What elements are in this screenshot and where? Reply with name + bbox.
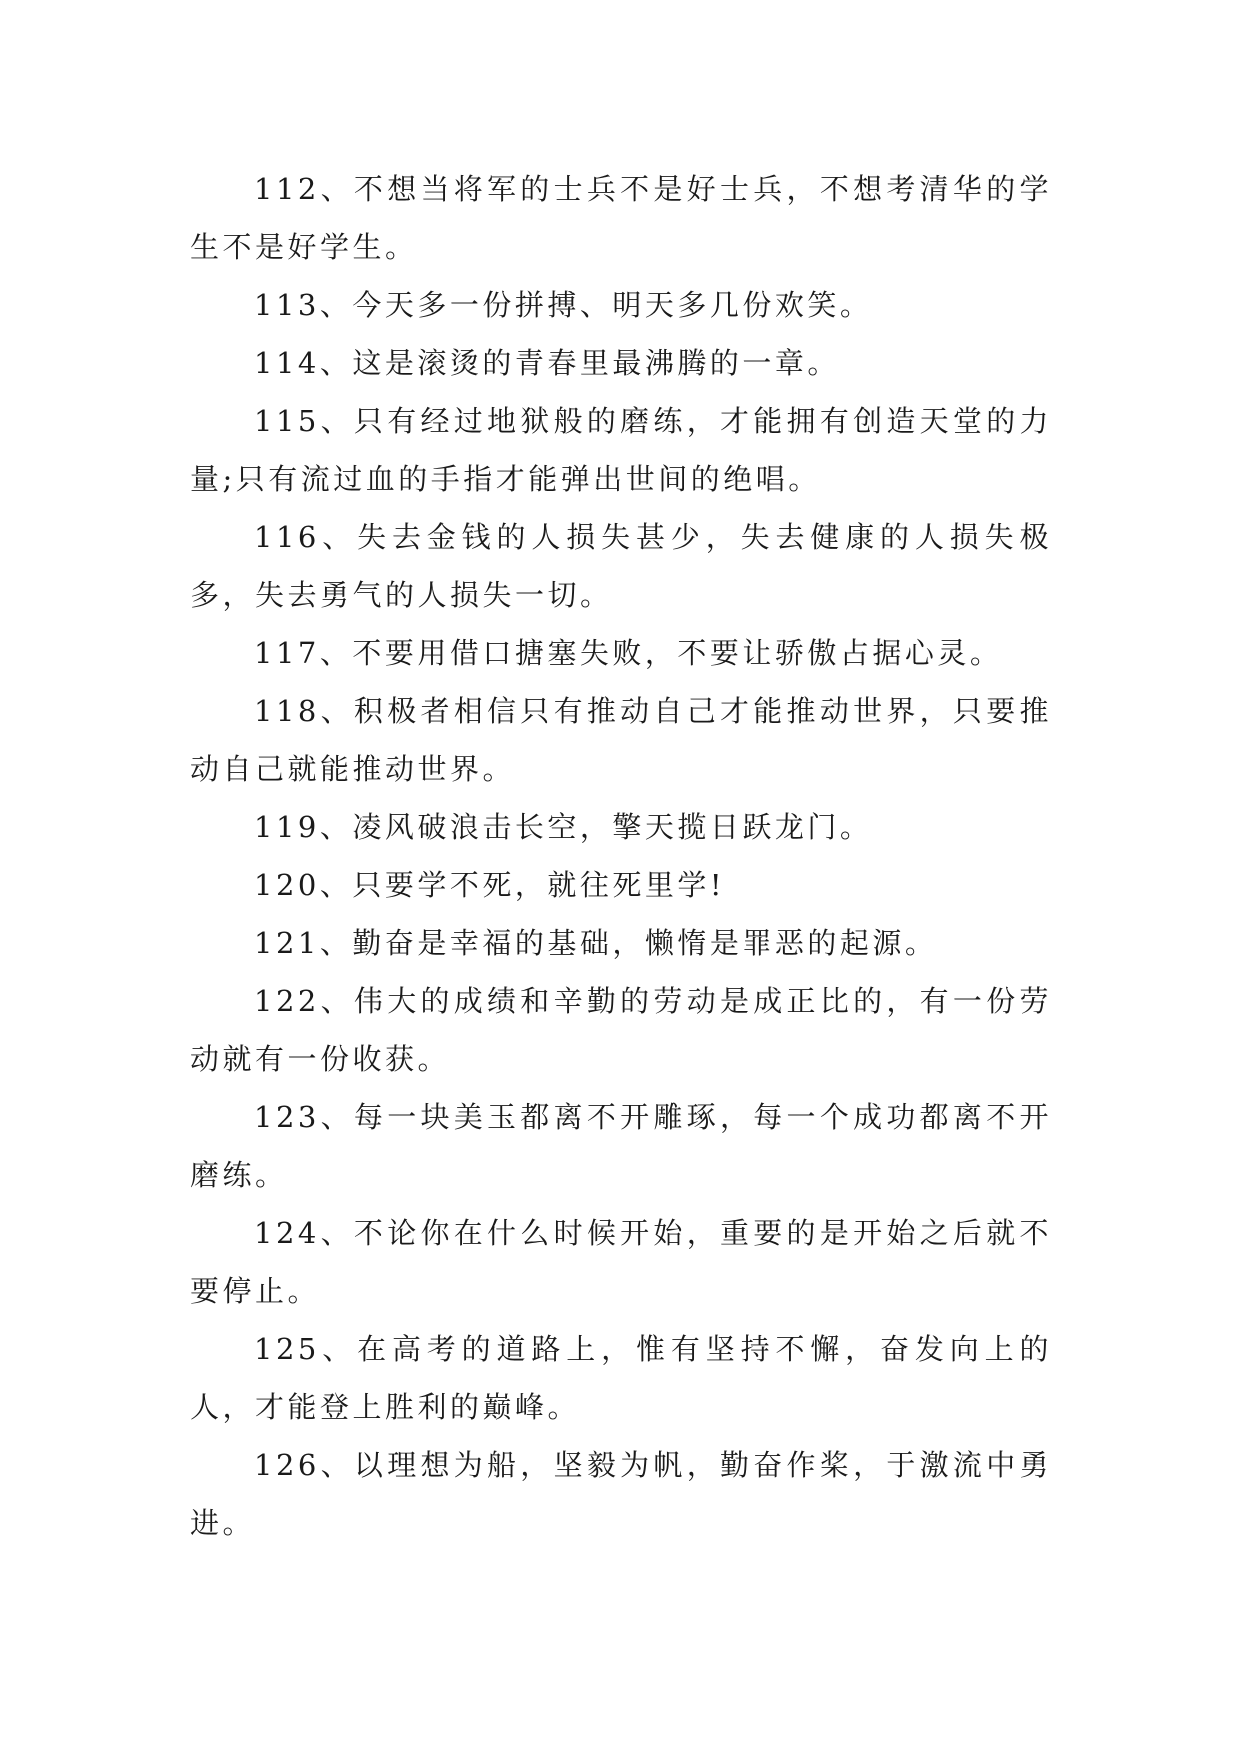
paragraph-112: 112、不想当将军的士兵不是好士兵，不想考清华的学生不是好学生。: [190, 172, 1052, 264]
paragraph-116: 116、失去金钱的人损失甚少，失去健康的人损失极多，失去勇气的人损失一切。: [190, 520, 1052, 612]
paragraph-119: 119、凌风破浪击长空，擎天揽日跃龙门。: [254, 810, 873, 844]
paragraph-125: 125、在高考的道路上，惟有坚持不懈，奋发向上的人，才能登上胜利的巅峰。: [190, 1332, 1052, 1424]
paragraph-113: 113、今天多一份拼搏、明天多几份欢笑。: [254, 288, 873, 322]
document-body: [190, 160, 1052, 1552]
paragraph-115: 115、只有经过地狱般的磨练，才能拥有创造天堂的力量;只有流过血的手指才能弹出世间的绝唱。: [190, 404, 1052, 496]
paragraph-117: 117、不要用借口搪塞失败，不要让骄傲占据心灵。: [254, 636, 1003, 670]
paragraph-122: 122、伟大的成绩和辛勤的劳动是成正比的，有一份劳动就有一份收获。: [190, 984, 1052, 1076]
paragraph-126: 126、以理想为船，坚毅为帆，勤奋作桨，于激流中勇进。: [190, 1448, 1052, 1540]
paragraph-118: 118、积极者相信只有推动自己才能推动世界，只要推动自己就能推动世界。: [190, 694, 1052, 786]
paragraph-121: 121、勤奋是幸福的基础，懒惰是罪恶的起源。: [254, 926, 938, 960]
paragraph-123: 123、每一块美玉都离不开雕琢，每一个成功都离不开磨练。: [190, 1100, 1052, 1192]
paragraph-114: 114、这是滚烫的青春里最沸腾的一章。: [254, 346, 840, 380]
paragraph-120: 120、只要学不死，就往死里学!: [254, 868, 726, 902]
paragraph-124: 124、不论你在什么时候开始，重要的是开始之后就不要停止。: [190, 1216, 1052, 1308]
